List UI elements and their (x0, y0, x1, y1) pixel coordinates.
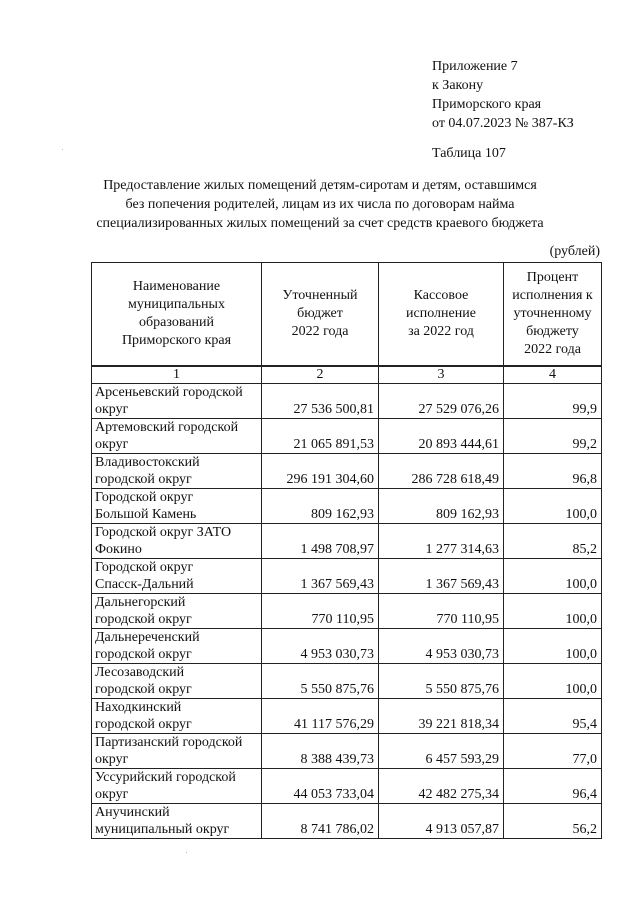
percent-cell: 100,0 (504, 489, 602, 524)
appendix-block (432, 57, 574, 133)
budget-cell: 27 536 500,81 (262, 384, 379, 419)
budget-table (91, 262, 602, 839)
column-number: 3 (379, 366, 504, 384)
percent-cell: 95,4 (504, 699, 602, 734)
execution-cell: 20 893 444,61 (379, 419, 504, 454)
municipality-cell: Городской округ Спасск-Дальний (92, 559, 262, 594)
budget-cell: 44 053 733,04 (262, 769, 379, 804)
column-number: 1 (92, 366, 262, 384)
municipality-cell: Владивостокский городской округ (92, 454, 262, 489)
percent-cell: 99,9 (504, 384, 602, 419)
budget-cell: 21 065 891,53 (262, 419, 379, 454)
municipality-cell: Арсеньевский городской округ (92, 384, 262, 419)
budget-cell: 770 110,95 (262, 594, 379, 629)
column-number: 4 (504, 366, 602, 384)
municipality-cell: Городской округ ЗАТО Фокино (92, 524, 262, 559)
execution-cell: 5 550 875,76 (379, 664, 504, 699)
table-row (92, 664, 602, 699)
table-row (92, 454, 602, 489)
execution-cell: 286 728 618,49 (379, 454, 504, 489)
municipality-cell: Городской округ Большой Камень (92, 489, 262, 524)
table-row (92, 559, 602, 594)
percent-cell: 96,8 (504, 454, 602, 489)
table-row (92, 489, 602, 524)
table-row (92, 769, 602, 804)
table-row (92, 419, 602, 454)
appendix-line: к Закону (432, 78, 484, 93)
percent-cell: 100,0 (504, 594, 602, 629)
execution-cell: 4 913 057,87 (379, 804, 504, 839)
table-row (92, 699, 602, 734)
execution-cell: 809 162,93 (379, 489, 504, 524)
percent-cell: 100,0 (504, 664, 602, 699)
execution-cell: 6 457 593,29 (379, 734, 504, 769)
column-number: 2 (262, 366, 379, 384)
scan-speck (62, 149, 63, 150)
execution-cell: 1 367 569,43 (379, 559, 504, 594)
municipality-cell: Артемовский городской округ (92, 419, 262, 454)
header-row (92, 263, 602, 367)
budget-cell: 8 388 439,73 (262, 734, 379, 769)
title-line: без попечения родителей, лицам из их числа по договорам найма (125, 197, 515, 212)
budget-cell: 4 953 030,73 (262, 629, 379, 664)
budget-cell: 1 498 708,97 (262, 524, 379, 559)
execution-cell: 1 277 314,63 (379, 524, 504, 559)
execution-cell: 42 482 275,34 (379, 769, 504, 804)
percent-cell: 100,0 (504, 629, 602, 664)
table-row (92, 734, 602, 769)
appendix-line: Приморского края (432, 97, 542, 112)
percent-cell: 96,4 (504, 769, 602, 804)
municipality-cell: Находкинский городской округ (92, 699, 262, 734)
percent-cell: 99,2 (504, 419, 602, 454)
budget-cell: 5 550 875,76 (262, 664, 379, 699)
execution-cell: 4 953 030,73 (379, 629, 504, 664)
appendix-line: от 04.07.2023 № 387-КЗ (432, 116, 574, 131)
execution-cell: 39 221 818,34 (379, 699, 504, 734)
header-municipality: Наименование муниципальных образований Приморского края (92, 263, 262, 367)
column-number-row (92, 366, 602, 384)
municipality-cell: Дальнереченский городской округ (92, 629, 262, 664)
unit-label: (рублей) (549, 244, 600, 259)
municipality-cell: Дальнегорский городской округ (92, 594, 262, 629)
municipality-cell: Анучинский муниципальный округ (92, 804, 262, 839)
table-row (92, 594, 602, 629)
table-row (92, 524, 602, 559)
header-budget: Уточненный бюджет 2022 года (262, 263, 379, 367)
percent-cell: 56,2 (504, 804, 602, 839)
percent-cell: 100,0 (504, 559, 602, 594)
table-row (92, 629, 602, 664)
municipality-cell: Уссурийский городской округ (92, 769, 262, 804)
execution-cell: 27 529 076,26 (379, 384, 504, 419)
header-percent: Процент исполнения к уточненному бюджету 2022 года (504, 263, 602, 367)
title-line: Предоставление жилых помещений детям-сиротам и детям, оставшимся (103, 178, 537, 193)
budget-cell: 1 367 569,43 (262, 559, 379, 594)
scan-speck (186, 852, 187, 853)
document-title (80, 176, 560, 233)
budget-cell: 41 117 576,29 (262, 699, 379, 734)
header-execution: Кассовое исполнение за 2022 год (379, 263, 504, 367)
municipality-cell: Партизанский городской округ (92, 734, 262, 769)
appendix-line: Приложение 7 (432, 59, 518, 74)
budget-cell: 296 191 304,60 (262, 454, 379, 489)
budget-cell: 809 162,93 (262, 489, 379, 524)
table-number: Таблица 107 (432, 146, 506, 161)
execution-cell: 770 110,95 (379, 594, 504, 629)
percent-cell: 77,0 (504, 734, 602, 769)
table-row (92, 384, 602, 419)
percent-cell: 85,2 (504, 524, 602, 559)
municipality-cell: Лесозаводский городской округ (92, 664, 262, 699)
title-line: специализированных жилых помещений за счет средств краевого бюджета (96, 216, 544, 231)
table-row (92, 804, 602, 839)
budget-cell: 8 741 786,02 (262, 804, 379, 839)
